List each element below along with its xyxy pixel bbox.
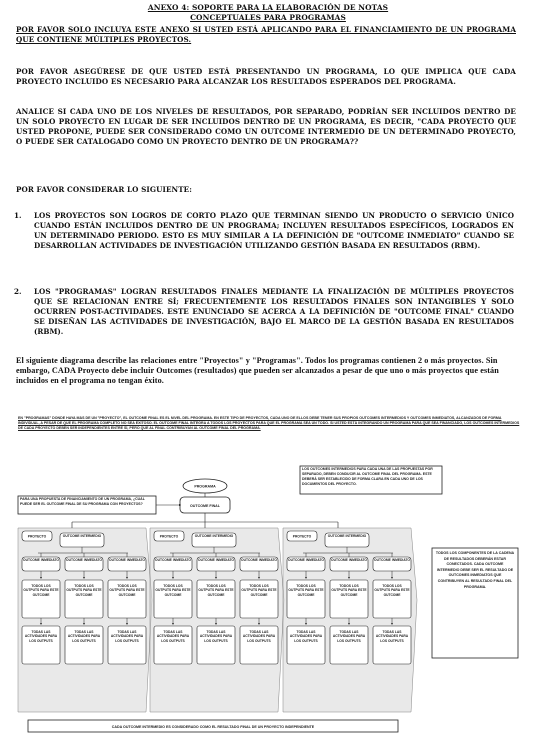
outputs-label: TODOS LOS OUTPUTS PARA ESTE OUTCOME xyxy=(109,584,145,597)
intermediate-outcome-label: OUTCOME INTERMEDIO xyxy=(327,534,367,538)
outputs-label: TODOS LOS OUTPUTS PARA ESTE OUTCOME xyxy=(23,584,59,597)
project-group-bg xyxy=(283,528,417,712)
immediate-outcome-label: OUTCOME INMEDIATO xyxy=(198,558,234,562)
immediate-outcome-label: OUTCOME INMEDIATO xyxy=(374,558,410,562)
project-group-bg xyxy=(150,528,284,712)
project-label: PROYECTO xyxy=(27,534,47,539)
activities-label: TODAS LAS ACTIVIDADES PARA LOS OUTPUTS xyxy=(24,630,58,643)
activities-label: TODAS LAS ACTIVIDADES PARA LOS OUTPUTS xyxy=(110,630,144,643)
activities-label: TODAS LAS ACTIVIDADES PARA LOS OUTPUTS xyxy=(199,630,233,643)
outputs-label: TODOS LOS OUTPUTS PARA ESTE OUTCOME xyxy=(374,584,410,597)
paragraph-analysis: ANALICE SI CADA UNO DE LOS NIVELES DE RESULTADOS, POR SEPARADO, PODRÍAN SER INCLUIDOS DENTRO DE UN SOLO PROYECTO EN LUGAR DE SER INCLUIDOS DENTRO DE UN PROGRAMA, ES DECIR, "CADA PROYECTO QUE USTED PROPONE, PUEDE SER CONSIDERADO COMO UN OUTCOME INTERMEDIO DE UN DETERMINADO PROYECTO, O PUEDE SER CATALOGADO COMO UN PROYECTO DENTRO DE UN PROGRAMA?? xyxy=(16,107,516,146)
immediate-outcome-label: OUTCOME INMEDIATO xyxy=(109,558,145,562)
outputs-label: TODOS LOS OUTPUTS PARA ESTE OUTCOME xyxy=(241,584,277,597)
outputs-label: TODOS LOS OUTPUTS PARA ESTE OUTCOME xyxy=(198,584,234,597)
list-item-text: LOS "PROGRAMAS" LOGRAN RESULTADOS FINALES MEDIANTE LA FINALIZACIÓN DE MÚLTIPLES PROYECTOS QUE SE RELACIONAN ENTRE SÍ; FRECUENTEMENTE LOS RESULTADOS FINALES SON INTANGIBLES Y SOLO OCURREN POST-ACTIVIDADES. ESTE ENUNCIADO SE ACERCA A LA DEFINICIÓN DE "OUTCOME FINAL" CUANDO SE DISEÑAN LAS ACTIVIDADES DE INVESTIGACIÓN, BAJO EL MARCO DE LA GESTIÓN BASADA EN RESULTADOS (RBM). xyxy=(34,287,514,336)
program-oval-label: PROGRAMA xyxy=(194,484,216,489)
activities-label: TODAS LAS ACTIVIDADES PARA LOS OUTPUTS xyxy=(67,630,101,643)
document-title: ANEXO 4: SOPORTE PARA LA ELABORACIÓN DE NOTAS CONCEPTUALES PARA PROGRAMAS xyxy=(147,3,389,22)
immediate-outcome-label: OUTCOME INMEDIATO xyxy=(331,558,367,562)
outputs-label: TODOS LOS OUTPUTS PARA ESTE OUTCOME xyxy=(66,584,102,597)
left-note: PARA UNA PROPUESTA DE FINANCIAMIENTO DE UN PROGRAMA, ¿CUÁL PUEDE SER EL OUTCOME FINAL DE SU PROGRAMA CON PROYECTOS? xyxy=(20,497,145,506)
list-number: 2. xyxy=(14,287,22,296)
outputs-label: TODOS LOS OUTPUTS PARA ESTE OUTCOME xyxy=(155,584,191,597)
list-number: 1. xyxy=(14,211,22,220)
list-item xyxy=(14,287,514,337)
outputs-label: TODOS LOS OUTPUTS PARA ESTE OUTCOME xyxy=(288,584,324,597)
immediate-outcome-label: OUTCOME INMEDIATO xyxy=(155,558,191,562)
immediate-outcome-label: OUTCOME INMEDIATO xyxy=(288,558,324,562)
project-groups xyxy=(18,528,417,712)
list-item xyxy=(14,211,514,251)
intermediate-outcome-label: OUTCOME INTERMEDIO xyxy=(194,534,234,538)
project-group-bg xyxy=(18,528,152,712)
paragraph-program-check: POR FAVOR ASEGÚRESE DE QUE USTED ESTÁ PRESENTANDO UN PROGRAMA, LO QUE IMPLICA QUE CADA PROYECTO INCLUIDO ES NECESARIO PARA ALCANZAR LOS RESULTADOS ESPERADOS DEL PROGRAMA. xyxy=(16,67,516,86)
footer-note: CADA OUTCOME INTERMEDIO ES CONSIDERADO COMO EL RESULTADO FINAL DE UN PROYECTO INDEPENDIENTE xyxy=(111,725,315,729)
immediate-outcome-label: OUTCOME INMEDIATO xyxy=(66,558,102,562)
immediate-outcome-label: OUTCOME INMEDIATO xyxy=(241,558,277,562)
activities-label: TODAS LAS ACTIVIDADES PARA LOS OUTPUTS xyxy=(242,630,276,643)
activities-label: TODAS LAS ACTIVIDADES PARA LOS OUTPUTS xyxy=(289,630,323,643)
paragraph-consider: POR FAVOR CONSIDERAR LO SIGUIENTE: xyxy=(16,185,192,194)
right-note: LOS OUTCOMES INTERMEDIOS PARA CADA UNA DE LAS PROPUESTAS POR SEPARADO, DEBEN CONDUCIR AL OUTCOME FINAL DEL PROGRAMA. ESTE DEBERÁ SER ESTABLECIDO DE FORMA CLARA EN CADA UNO DE LOS DOCUMENTOS DEL PROYECTO. xyxy=(302,467,433,486)
activities-label: TODAS LAS ACTIVIDADES PARA LOS OUTPUTS xyxy=(156,630,190,643)
final-outcome-label: OUTCOME FINAL xyxy=(190,504,220,508)
immediate-outcome-label: OUTCOME INMEDIATO xyxy=(23,558,59,562)
activities-label: TODAS LAS ACTIVIDADES PARA LOS OUTPUTS xyxy=(375,630,409,643)
diagram-header-note: EN "PROGRAMAS" DONDE HAYA MÁS DE UN "PROYECTO", EL OUTCOME FINAL ES EL NIVEL DEL PROGRAMA. EN ESTE TIPO DE PROYECTOS, CADA UNO DE ELLOS DEBE TENER SUS PROPIOS OUTCOMES INTERMEDIOS Y OUTCOMES INMEDIATOS, ALCANZADOS DE FORMA INDIVIDUAL, A PESAR DE QUE EL PROGRAMA COMPLETO NO SEA EXITOSO. EL OUTCOME FINAL INTEGRA A TODOS LOS PROYECTOS PARA QUE EL PROGRAMA SEA UN TODO. SI USTED ESTÁ INTEGRANDO UN PROGRAMA PARA QUE SEA FINANCIADO, LOS OUTCOMES INTERMEDIOS DE CADA PROYECTO DEBEN SER INDEPENDIENTES ENTRE SÍ, PERO QUE AL FINAL CONTRIBUYAN AL OUTCOME FINAL DEL PROGRAMA. xyxy=(18,416,520,431)
intro-paragraph: POR FAVOR SOLO INCLUYA ESTE ANEXO SI USTED ESTÁ APLICANDO PARA EL FINANCIAMIENTO DE UN PROGRAMA QUE CONTIENE MÚLTIPLES PROYECTOS. xyxy=(16,25,516,44)
paragraph-diagram-intro: El siguiente diagrama describe las relaciones entre "Proyectos" y "Programas". Todos los programas contienen 2 o más proyectos. Sin embargo, CADA Proyecto debe incluir Outcomes (resultados) que pueden ser alcanzados a pesar de que uno o más proyectos que están incluidos en el programa no tengan éxito. xyxy=(16,356,499,385)
results-chain-diagram xyxy=(0,400,535,739)
project-label: PROYECTO xyxy=(159,534,179,539)
project-label: PROYECTO xyxy=(292,534,312,539)
list-item-text: LOS PROYECTOS SON LOGROS DE CORTO PLAZO QUE TERMINAN SIENDO UN PRODUCTO O SERVICIO ÚNICO CUANDO ESTÁN INCLUIDOS DENTRO DE UN PROGRAMA; INCLUYEN RESULTADOS ESPECÍFICOS, LOGRADOS EN UN DETERMINADO PERIODO. ESTO ES MUY SIMILAR A LA DEFINICIÓN DE "OUTCOME INMEDIATO" CUANDO SE DESARROLLAN ACTIVIDADES DE INVESTIGACIÓN UTILIZANDO GESTIÓN BASADA EN RESULTADOS (RBM). xyxy=(34,211,514,250)
intermediate-outcome-label: OUTCOME INTERMEDIO xyxy=(62,534,102,538)
side-note: TODOS LOS COMPONENTES DE LA CADENA DE RESULTADOS DEBERÁN ESTAR CONECTADOS. CADA OUTCOME INTERMEDIO DEBE SER EL RESULTADO DE OUTCOMES INMEDIATOS QUE CONTRIBUYEN AL RESULTADO FINAL DEL PROGRAMA. xyxy=(435,551,515,589)
outputs-label: TODOS LOS OUTPUTS PARA ESTE OUTCOME xyxy=(331,584,367,597)
activities-label: TODAS LAS ACTIVIDADES PARA LOS OUTPUTS xyxy=(332,630,366,643)
